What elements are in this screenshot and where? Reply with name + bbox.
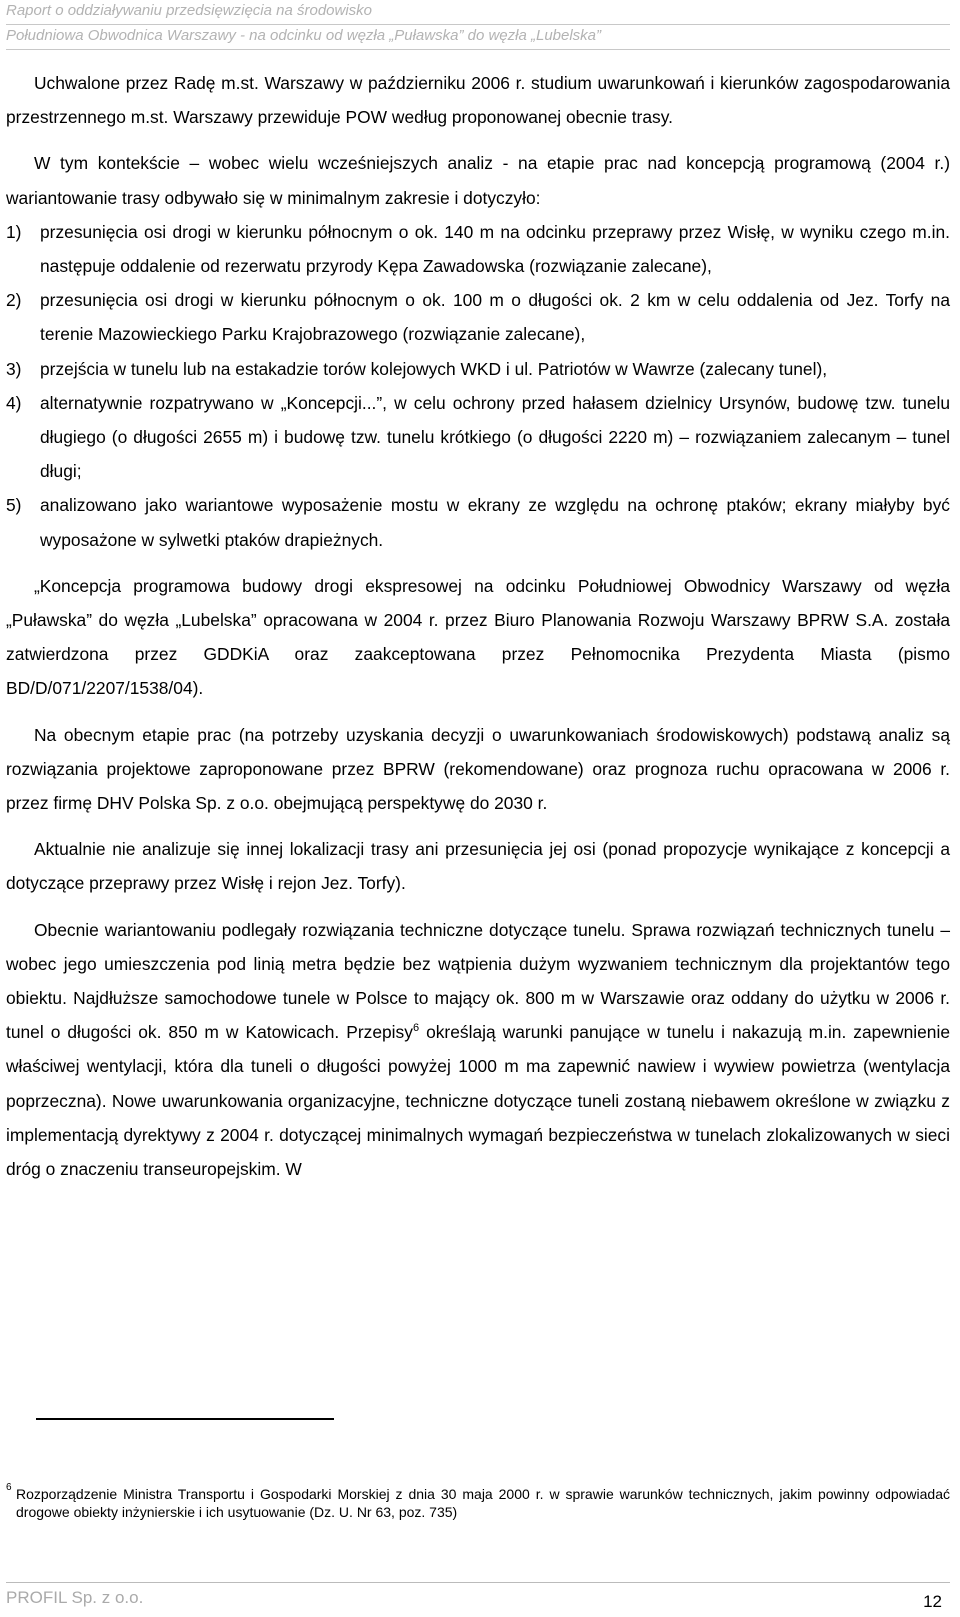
header-report-title: Raport o oddziaływaniu przedsięwzięcia na środowisko <box>6 2 373 19</box>
list-item <box>6 488 950 556</box>
footnote-text: Rozporządzenie Ministra Transportu i Gospodarki Morskiej z dnia 30 maja 2000 r. w sprawie warunków technicznych, jakim powinny odpowiadać drogowe obiekty inżynierskie i ich usytuowanie (Dz. U. Nr 63, poz. 735) <box>16 1486 950 1520</box>
list-item <box>6 283 950 351</box>
document-body <box>6 66 950 1186</box>
list-number: 4) <box>6 392 22 413</box>
list-item-text: przesunięcia osi drogi w kierunku północnym o ok. 100 m o długości ok. 2 km w celu oddalenia od Jez. Torfy na terenie Mazowieckiego Parku Krajobrazowego (rozwiązanie zalecane), <box>40 290 950 345</box>
spacer <box>6 557 950 569</box>
footer-company-name: PROFIL Sp. z o.o. <box>6 1588 144 1607</box>
spacer <box>6 901 950 913</box>
paragraph-tunnel <box>6 913 950 1187</box>
footnote-reference: 6 <box>412 1022 420 1035</box>
list-number: 5) <box>6 495 22 516</box>
paragraph-current-stage: Na obecnym etapie prac (na potrzeby uzyskania decyzji o uwarunkowaniach środowiskowych) podstawą analiz są rozwiązania projektowe zaproponowane przez BPRW (rekomendowane) oraz prognoza ruchu opracowana w 2006 r. przez firmę DHV Polska Sp. z o.o. obejmującą perspektywę do 2030 r. <box>6 724 950 814</box>
header-divider <box>6 49 950 50</box>
list-item <box>6 386 950 489</box>
page-header <box>6 0 950 49</box>
list-item <box>6 352 950 386</box>
page-footer <box>0 1578 960 1617</box>
variant-list <box>6 215 950 557</box>
spacer <box>6 134 950 146</box>
paragraph-tunnel-text-end: określają warunki panujące w tunelu i nakazują m.in. zapewnienie właściwej wentylacji, która dla tuneli o długości powyżej 1000 m ma zapewnić nawiew i wywiew powietrza (wentylacja poprzeczna). Nowe uwarunkowania organizacyjne, techniczne dotyczące tuneli zostaną niebawem określone w związku z implementacją dyrektywy z 2004 r. dotyczącej minimalnych wymagań bezpieczeństwa w tunelach zlokalizowanych w sieci dróg o znaczeniu transeuropejskim. W <box>6 1022 950 1180</box>
spacer <box>6 706 950 718</box>
paragraph-study: Uchwalone przez Radę m.st. Warszawy w październiku 2006 r. studium uwarunkowań i kierunków zagospodarowania przestrzennego m.st. Warszawy przewiduje POW według proponowanej obecnie trasy. <box>6 73 950 128</box>
paragraph-concept: „Koncepcja programowa budowy drogi ekspresowej na odcinku Południowej Obwodnicy Warszawy od węzła „Puławska” do węzła „Lubelska” opracowana w 2004 r. przez Biuro Planowania Rozwoju Warszawy BPRW S.A. została zatwierdzona przez GDDKiA oraz zaakceptowana przez Pełnomocnika Prezydenta Miasta (pismo BD/D/071/2207/1538/04). <box>6 575 950 699</box>
list-item-text: przesunięcia osi drogi w kierunku północnym o ok. 140 m na odcinku przeprawy przez Wisłę, w wyniku czego m.in. następuje oddalenie od rezerwatu przyrody Kępa Zawadowska (rozwiązanie zalecane), <box>40 221 950 277</box>
list-item-text: alternatywnie rozpatrywano w „Koncepcji...”, w celu ochrony przed hałasem dzielnicy Ursynów, budowę tzw. tunelu długiego (o długości 2655 m) i budowę tzw. tunelu krótkiego (o długości 2220 m) – rozwiązaniem zalecanym – tunel długi; <box>40 392 950 482</box>
paragraph-tunnel-text-start: Obecnie wariantowaniu podlegały rozwiązania techniczne dotyczące tunelu. Sprawa rozwiązań technicznych tunelu – wobec jego umieszczenia pod linią metra będzie bez wątpienia dużym wyzwaniem technicznym dla projektantów tego obiektu. Najdłuższe samochodowe tunele w Polsce to mający ok. 800 m w Warszawie oraz oddany do użytku w 2006 r. tunel o długości ok. 850 m w Katowicach. Przepisy <box>6 919 950 1043</box>
header-project-title: Południowa Obwodnica Warszawy - na odcinku od węzła „Puławska” do węzła „Lubelska” <box>6 27 602 44</box>
list-number: 1) <box>6 221 22 242</box>
header-divider <box>6 24 950 25</box>
footer-divider <box>6 1582 950 1583</box>
list-item-text: przejścia w tunelu lub na estakadzie torów kolejowych WKD i ul. Patriotów w Wawrze (zalecany tunel), <box>40 358 828 379</box>
list-item-text: analizowano jako wariantowe wyposażenie mostu w ekrany ze względu na ochronę ptaków; ekrany miałyby być wyposażone w sylwetki ptaków drapieżnych. <box>40 495 950 550</box>
spacer <box>6 820 950 832</box>
list-number: 3) <box>6 358 22 379</box>
page-number: 12 <box>923 1592 942 1611</box>
list-number: 2) <box>6 290 22 311</box>
footnote <box>6 1482 950 1521</box>
paragraph-context: W tym kontekście – wobec wielu wcześniejszych analiz - na etapie prac nad koncepcją programową (2004 r.) wariantowanie trasy odbywało się w minimalnym zakresie i dotyczyło: <box>6 153 950 208</box>
paragraph-location: Aktualnie nie analizuje się innej lokalizacji trasy ani przesunięcia jej osi (ponad propozycje wynikające z koncepcji a dotyczące przeprawy przez Wisłę i rejon Jez. Torfy). <box>6 839 950 894</box>
footnote-marker: 6 <box>6 1482 12 1493</box>
list-item <box>6 215 950 283</box>
footnote-separator <box>36 1418 334 1420</box>
